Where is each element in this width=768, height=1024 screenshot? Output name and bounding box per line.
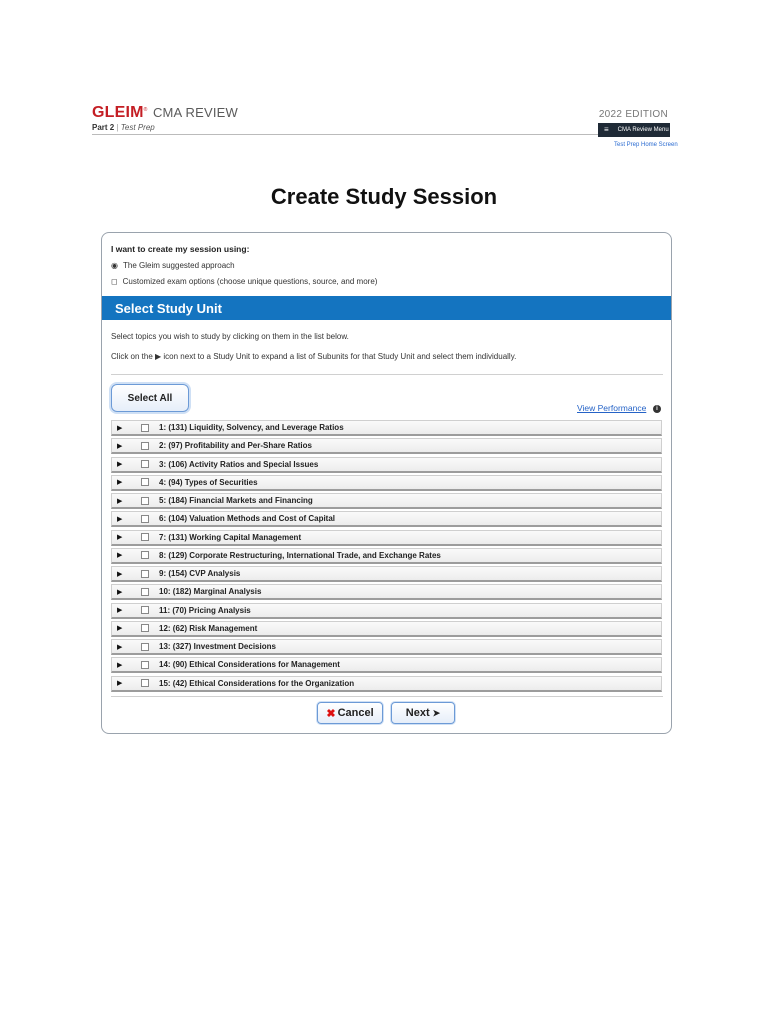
study-unit-label: 2: (97) Profitability and Per-Share Ratios: [159, 441, 312, 451]
study-unit-list: [111, 420, 662, 694]
cancel-label: Cancel: [337, 707, 374, 719]
study-session-panel: [101, 232, 672, 734]
gleim-logo: GLEIM® CMA REVIEW: [92, 104, 239, 121]
divider: [111, 374, 663, 375]
option-suggested-approach[interactable]: [111, 261, 235, 270]
part-label: Part 2: [92, 123, 115, 132]
unit-checkbox[interactable]: [141, 478, 149, 486]
chevron-right-icon: ➤: [432, 707, 441, 718]
next-button[interactable]: [391, 702, 455, 724]
study-unit-label: 8: (129) Corporate Restructuring, International Trade, and Exchange Rates: [159, 550, 441, 560]
cma-review-menu-button[interactable]: [598, 123, 670, 137]
expand-icon[interactable]: ▶: [117, 497, 123, 505]
option-label: The Gleim suggested approach: [122, 261, 235, 270]
expand-icon[interactable]: ▶: [117, 479, 123, 487]
study-unit-row[interactable]: [111, 584, 662, 600]
instruction-text: Click on the ▶ icon next to a Study Unit to expand a list of Subunits for that Study Unit and select them individually.: [111, 352, 517, 361]
radio-selected-icon[interactable]: ◉: [111, 261, 118, 270]
study-unit-row[interactable]: [111, 639, 662, 655]
option-label: Customized exam options (choose unique questions, source, and more): [122, 277, 378, 286]
study-unit-label: 6: (104) Valuation Methods and Cost of Capital: [159, 514, 336, 524]
page-title: Create Study Session: [270, 184, 498, 209]
unit-checkbox[interactable]: [141, 497, 149, 505]
checkbox-icon[interactable]: ◻: [111, 277, 118, 286]
study-unit-row[interactable]: [111, 493, 662, 509]
expand-icon[interactable]: ▶: [117, 607, 123, 614]
unit-checkbox[interactable]: [141, 442, 149, 450]
select-all-button[interactable]: Select All: [111, 384, 189, 412]
expand-icon[interactable]: ▶: [117, 570, 123, 578]
expand-icon[interactable]: ▶: [117, 424, 123, 432]
study-unit-label: 3: (106) Activity Ratios and Special Issues: [159, 459, 319, 469]
study-unit-row[interactable]: [111, 457, 662, 473]
expand-icon[interactable]: ▶: [117, 534, 123, 541]
study-unit-row[interactable]: [111, 548, 662, 564]
next-label: Next: [405, 707, 430, 719]
info-icon[interactable]: i: [653, 405, 661, 413]
header: [92, 104, 678, 152]
option-customized-exam[interactable]: [111, 277, 377, 286]
study-unit-row[interactable]: [111, 438, 662, 454]
study-unit-row[interactable]: [111, 420, 662, 436]
divider: [111, 696, 663, 697]
unit-checkbox[interactable]: [141, 679, 149, 687]
study-unit-label: 9: (154) CVP Analysis: [159, 569, 241, 578]
unit-checkbox[interactable]: [141, 533, 149, 541]
unit-checkbox[interactable]: [141, 661, 149, 669]
study-unit-label: 14: (90) Ethical Considerations for Management: [159, 660, 340, 670]
study-unit-row[interactable]: [111, 676, 662, 692]
expand-icon[interactable]: ▶: [117, 461, 123, 468]
expand-icon[interactable]: ▶: [117, 442, 123, 450]
edition-label: 2022 EDITION: [598, 109, 668, 120]
study-unit-row[interactable]: [111, 475, 662, 491]
study-unit-row[interactable]: [111, 621, 662, 637]
unit-checkbox[interactable]: [141, 570, 149, 578]
brand-name: GLEIM: [92, 104, 144, 121]
study-unit-label: 15: (42) Ethical Considerations for the Organization: [159, 678, 355, 688]
expand-icon[interactable]: ▶: [117, 625, 123, 633]
expand-icon[interactable]: ▶: [117, 515, 123, 523]
expand-icon[interactable]: ▶: [117, 661, 123, 669]
unit-checkbox[interactable]: [141, 460, 149, 468]
cancel-button[interactable]: [317, 702, 383, 724]
header-divider: [92, 134, 599, 135]
study-unit-label: 5: (184) Financial Markets and Financing: [159, 496, 313, 505]
unit-checkbox[interactable]: [141, 551, 149, 559]
expand-icon[interactable]: ▶: [117, 588, 123, 596]
study-unit-label: 11: (70) Pricing Analysis: [159, 605, 251, 615]
study-unit-row[interactable]: [111, 603, 662, 619]
menu-label: CMA Review Menu: [617, 127, 669, 133]
section-banner: [102, 296, 671, 320]
study-unit-label: 1: (131) Liquidity, Solvency, and Leverage Ratios: [159, 423, 344, 432]
unit-checkbox[interactable]: [141, 624, 149, 632]
part-line: Part 2 | Test Prep: [92, 123, 155, 132]
study-unit-label: 7: (131) Working Capital Management: [159, 532, 302, 542]
expand-icon[interactable]: ▶: [117, 643, 123, 651]
view-performance-link[interactable]: View Performance: [577, 403, 647, 413]
unit-checkbox[interactable]: [141, 515, 149, 523]
study-unit-label: 4: (94) Types of Securities: [159, 477, 258, 487]
expand-icon[interactable]: ▶: [117, 552, 123, 560]
study-unit-label: 10: (182) Marginal Analysis: [159, 587, 262, 597]
study-unit-label: 12: (62) Risk Management: [159, 623, 258, 633]
study-unit-row[interactable]: [111, 511, 662, 527]
unit-checkbox[interactable]: [141, 588, 149, 596]
unit-checkbox[interactable]: [141, 424, 149, 432]
expand-icon[interactable]: ▶: [117, 680, 123, 687]
study-unit-row[interactable]: [111, 530, 662, 546]
section-title: Select Study Unit: [115, 300, 222, 316]
test-prep-home-link[interactable]: Test Prep Home Screen: [614, 142, 678, 148]
x-icon: ✖: [326, 707, 336, 720]
instruction-text: Select topics you wish to study by clicking on them in the list below.: [111, 332, 349, 341]
hamburger-icon: ≡: [604, 125, 609, 134]
session-question: I want to create my session using:: [111, 244, 250, 254]
product-name: CMA REVIEW: [152, 105, 239, 120]
study-unit-label: 13: (327) Investment Decisions: [159, 642, 276, 651]
unit-checkbox[interactable]: [141, 643, 149, 651]
mode-label: Test Prep: [120, 123, 155, 132]
unit-checkbox[interactable]: [141, 606, 149, 614]
study-unit-row[interactable]: [111, 657, 662, 673]
study-unit-row[interactable]: [111, 566, 662, 582]
